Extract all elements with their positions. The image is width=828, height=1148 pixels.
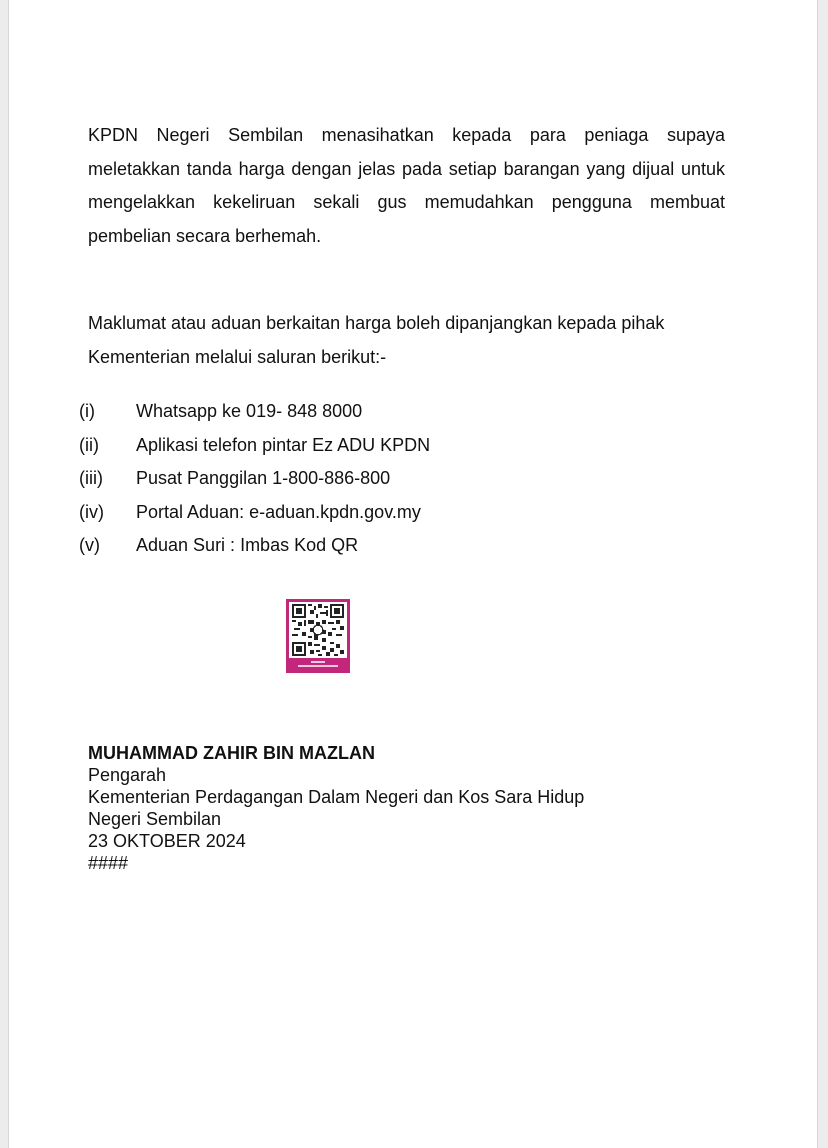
qr-code [286,599,350,673]
qr-code-icon [292,604,344,656]
advice-paragraph: KPDN Negeri Sembilan menasihatkan kepada para peniaga supaya meletakkan tanda harga dengan jelas pada setiap barangan yang dijual untuk mengelakkan kekeliruan sekali gus memudahkan pengguna membuat pembelian secara berhemah. [88,125,725,246]
list-item [79,395,430,429]
list-number: (i) [79,401,95,421]
list-text: Whatsapp ke 019- 848 8000 [136,401,363,421]
list-text: Pusat Panggilan 1-800-886-800 [136,468,391,488]
ministry-name: Kementerian Perdagangan Dalam Negeri dan Kos Sara Hidup [88,787,585,807]
signatory-title: Pengarah [88,765,167,785]
list-item [79,462,430,496]
document-date: 23 OKTOBER 2024 [88,831,246,851]
list-number: (ii) [79,434,99,455]
state-name: Negeri Sembilan [88,809,222,829]
list-item [79,496,430,530]
signature-block [88,742,584,874]
list-text: Portal Aduan: e-aduan.kpdn.gov.my [136,501,421,522]
list-item [79,529,430,563]
list-number: (v) [79,535,100,555]
list-text: Aduan Suri : Imbas Kod QR [136,535,359,555]
signatory-name: MUHAMMAD ZAHIR BIN MAZLAN [88,743,375,763]
qr-caption [289,658,347,670]
document-page [8,0,818,1148]
list-number: (iii) [79,468,103,488]
list-text: Aplikasi telefon pintar Ez ADU KPDN [136,434,431,455]
list-number: (iv) [79,501,104,522]
end-mark: #### [88,853,129,873]
channels-intro-paragraph: Maklumat atau aduan berkaitan harga boleh dipanjangkan kepada pihak Kementerian melalui saluran berikut:- [88,313,665,367]
channel-list [79,395,430,563]
list-item [79,429,430,463]
